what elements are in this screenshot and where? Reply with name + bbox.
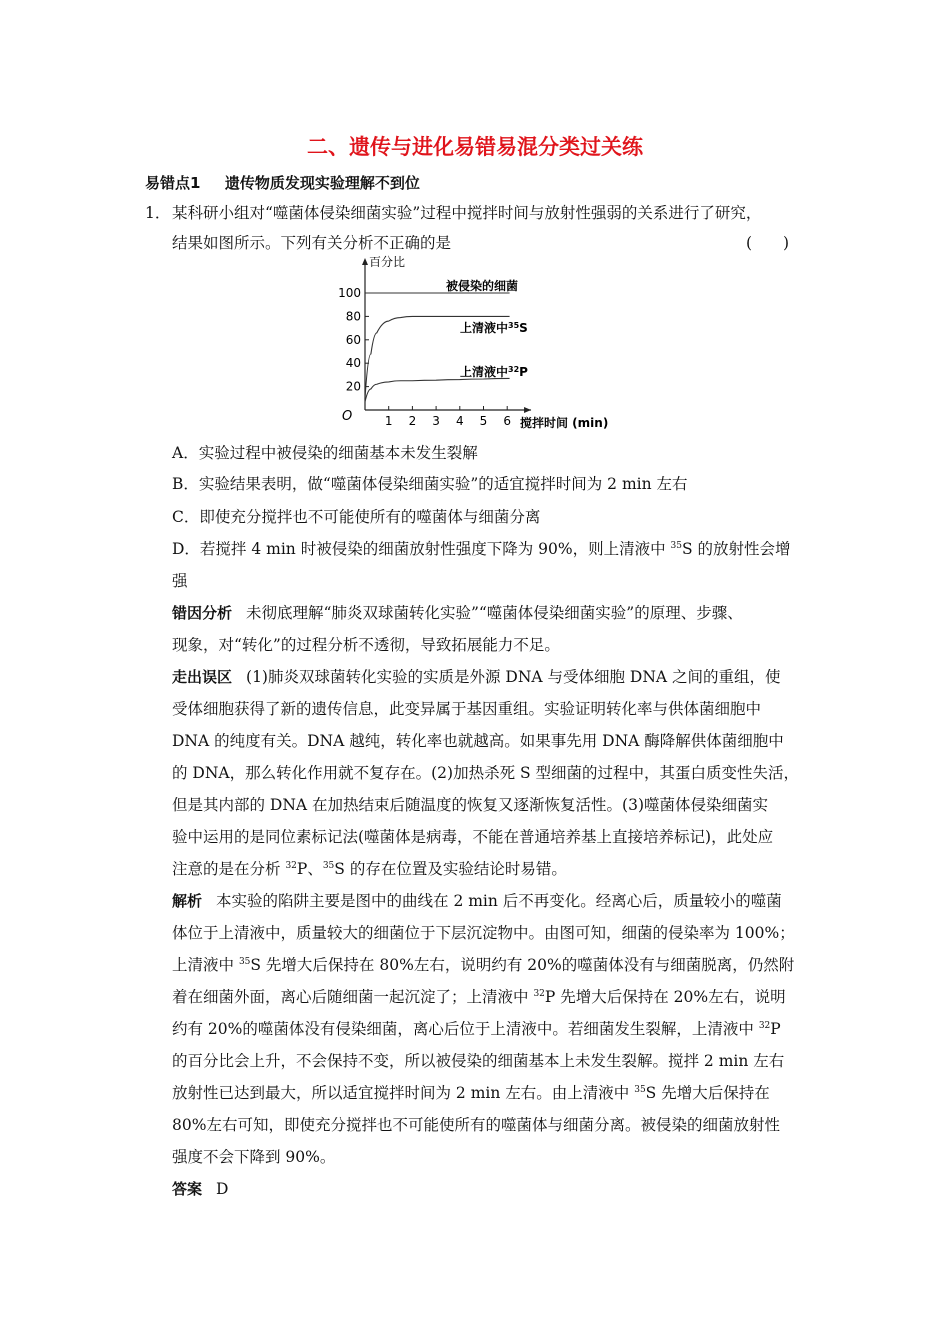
explanation-line3: 上清液中 $^{35}$S 先增大后保持在 80%左右，说明约有 20%的噬菌体没有与细菌脱离，仍然附 — [172, 956, 795, 974]
option-b: B．实验结果表明，做“噬菌体侵染细菌实验”的适宜搅拌时间为 2 min 左右 — [172, 475, 688, 493]
x-tick-label: 4 — [455, 414, 464, 428]
explanation-line7: 放射性已达到最大，所以适宜搅拌时间为 2 min 左右。由上清液中 $^{35}$S 先增大后保持在 — [172, 1084, 770, 1102]
option-d-line2: 强 — [172, 572, 188, 590]
explanation-line2: 体位于上清液中，质量较大的细菌位于下层沉淀物中。由图可知，细菌的侵染率为 100%； — [172, 924, 795, 942]
explanation-line8: 80%左右可知，即使充分搅拌也不可能使所有的噬菌体与细菌分离。被侵染的细菌放射性 — [172, 1116, 780, 1134]
question-number: 1． — [145, 204, 171, 222]
misconception-line1: 走出误区 (1)肺炎双球菌转化实验的实质是外源 DNA 与受体细胞 DNA 之间的重组，使 — [172, 668, 781, 686]
line-chart — [0, 252, 950, 432]
x-tick-label: 6 — [503, 414, 512, 428]
series-label-bacteria: 被侵染的细菌 — [446, 279, 519, 293]
series-label-s35: 上清液中$^{35}$S — [460, 321, 528, 335]
x-tick-label: 1 — [384, 414, 393, 428]
x-tick-label: 5 — [479, 414, 488, 428]
explanation-label: 解析 — [172, 892, 203, 910]
misconception-line4: 的 DNA，那么转化作用就不复存在。(2)加热杀死 S 型细菌的过程中，其蛋白质变性失活， — [172, 764, 800, 782]
misconception-line2: 受体细胞获得了新的遗传信息，此变异属于基因重组。实验证明转化率与供体菌细胞中 — [172, 700, 762, 718]
error-analysis-line2: 现象，对“转化”的过程分析不透彻，导致拓展能力不足。 — [172, 636, 560, 654]
section-heading — [145, 173, 420, 193]
page-title: 二、遗传与进化易错易混分类过关练 — [307, 135, 643, 159]
misconception-label: 走出误区 — [172, 668, 233, 686]
answer-line — [172, 1179, 228, 1199]
explanation-line6: 的百分比会上升，不会保持不变，所以被侵染的细菌基本上未发生裂解。搅拌 2 min 左右 — [172, 1052, 785, 1070]
y-tick-label: 80 — [345, 309, 361, 324]
y-axis-label: 百分比 — [369, 255, 406, 269]
y-tick-label: 40 — [345, 356, 361, 371]
answer-value: D — [216, 1180, 229, 1198]
y-tick-label: 60 — [345, 332, 361, 347]
x-axis-label: 搅拌时间 (min) — [520, 416, 609, 430]
error-analysis-line1: 错因分析 未彻底理解“肺炎双球菌转化实验”“噬菌体侵染细菌实验”的原理、步骤、 — [172, 604, 743, 622]
misconception-line5: 但是其内部的 DNA 在加热结束后随温度的恢复又逐渐恢复活性。(3)噬菌体侵染细菌实 — [172, 796, 768, 814]
answer-label: 答案 — [172, 1180, 203, 1198]
x-tick-label: 3 — [432, 414, 440, 428]
option-d: D．若搅拌 4 min 时被侵染的细菌放射性强度下降为 90%，则上清液中 $^{35}$S 的放射性会增 — [172, 540, 791, 558]
y-tick-label: 100 — [338, 286, 361, 300]
series-label-p32: 上清液中$^{32}$P — [460, 365, 528, 379]
misconception-line6: 验中运用的是同位素标记法(噬菌体是病毒，不能在普通培养基上直接培养标记)，此处应 — [172, 828, 774, 846]
misconception-line7: 注意的是在分析 $^{32}$P、$^{35}$S 的存在位置及实验结论时易错。 — [172, 860, 567, 878]
answer-blank: ( ) — [746, 234, 790, 252]
explanation-line9: 强度不会下降到 90%。 — [172, 1148, 336, 1166]
option-c: C．即使充分搅拌也不可能使所有的噬菌体与细菌分离 — [172, 508, 541, 526]
explanation-line5: 约有 20%的噬菌体没有侵染细菌，离心后位于上清液中。若细菌发生裂解，上清液中 $^{32}$P — [172, 1020, 781, 1038]
x-tick-label: 2 — [408, 414, 417, 428]
question-stem-line1: 某科研小组对“噬菌体侵染细菌实验”过程中搅拌时间与放射性强弱的关系进行了研究， — [172, 204, 762, 222]
error-analysis-label: 错因分析 — [172, 604, 233, 622]
series-line-p32 — [365, 378, 510, 401]
section-label: 易错点1 — [145, 174, 201, 192]
origin-label: O — [342, 409, 353, 424]
y-tick-label: 20 — [345, 379, 361, 394]
explanation-line1: 解析 本实验的陷阱主要是图中的曲线在 2 min 后不再变化。经离心后，质量较小的噬菌 — [172, 892, 782, 910]
misconception-line3: DNA 的纯度有关。DNA 越纯，转化率也就越高。如果事先用 DNA 酶降解供体菌细胞中 — [172, 732, 784, 750]
y-axis-arrow — [362, 258, 368, 265]
option-a: A．实验过程中被侵染的细菌基本未发生裂解 — [172, 444, 478, 462]
section-title: 遗传物质发现实验理解不到位 — [224, 174, 420, 192]
x-axis-arrow — [524, 407, 531, 413]
explanation-line4: 着在细菌外面，离心后随细菌一起沉淀了；上清液中 $^{32}$P 先增大后保持在 20%左右，说明 — [172, 988, 786, 1006]
question-stem-line2: 结果如图所示。下列有关分析不正确的是 — [172, 234, 452, 252]
